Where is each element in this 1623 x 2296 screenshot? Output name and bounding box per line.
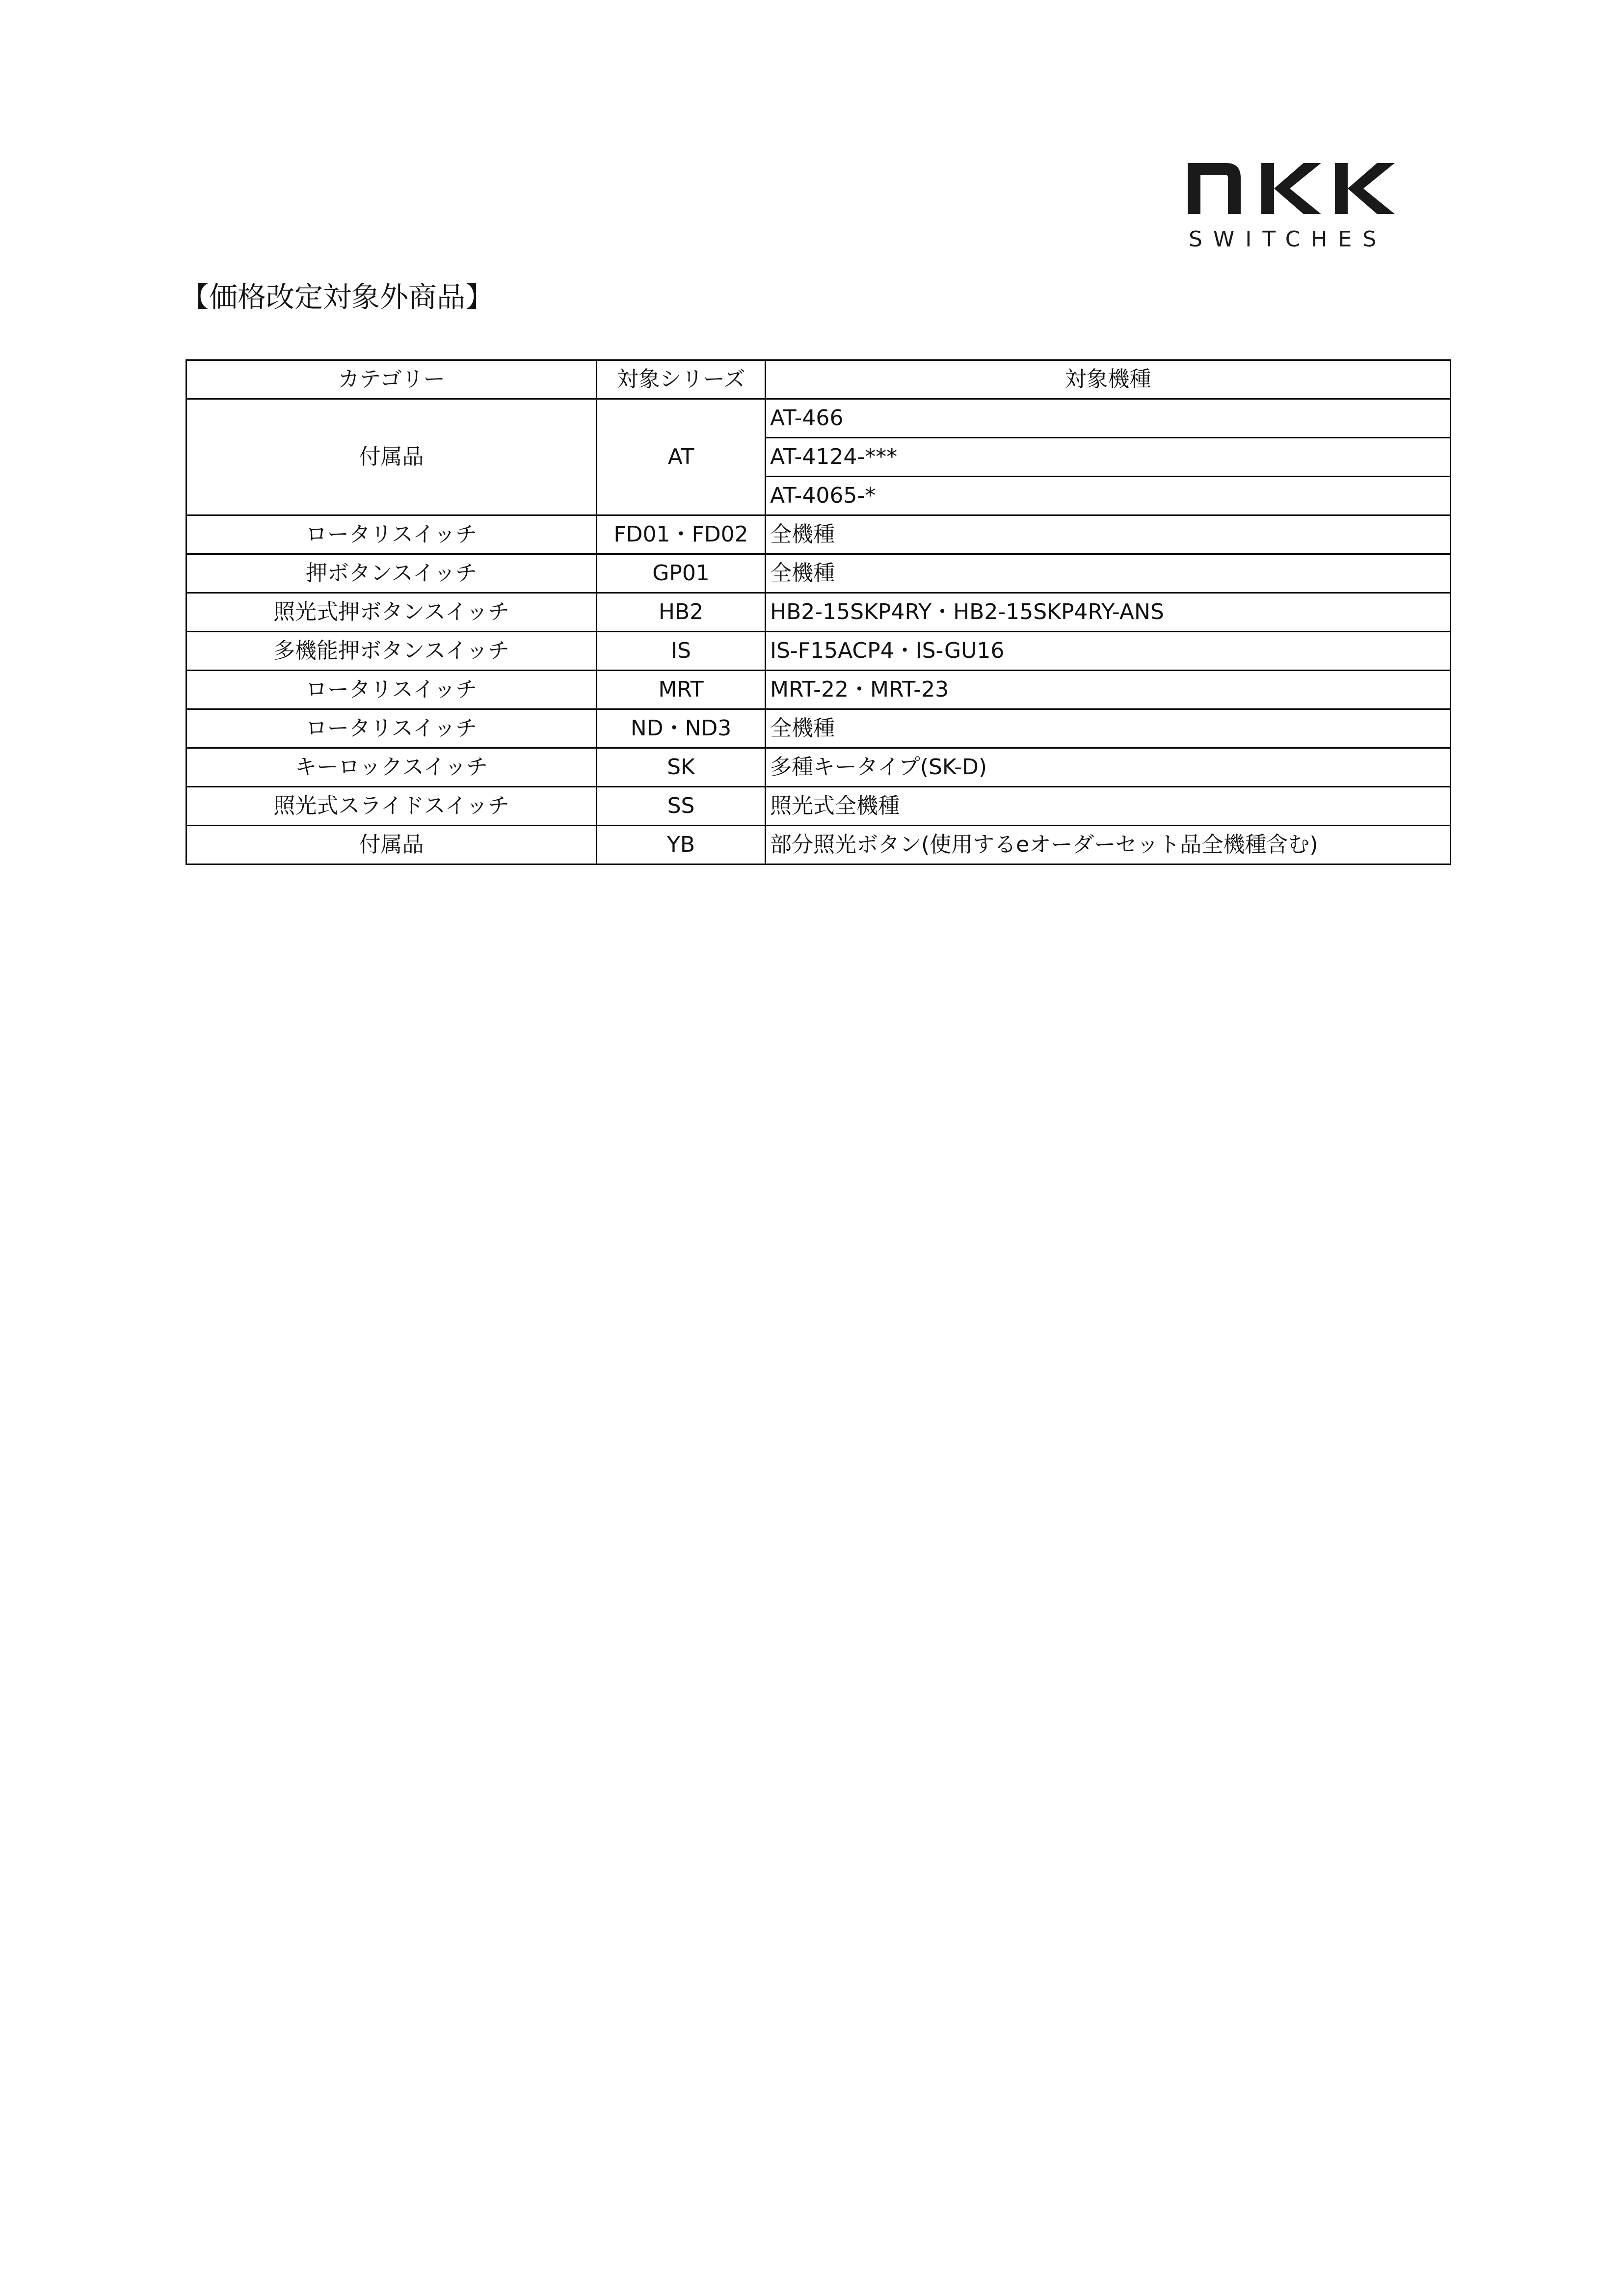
cell-model: 全機種 (766, 709, 1451, 748)
cell-category: ロータリスイッチ (186, 671, 597, 709)
cell-model: HB2-15SKP4RY・HB2-15SKP4RY-ANS (766, 593, 1451, 632)
table-row (186, 399, 1451, 438)
header-models: 対象機種 (766, 360, 1451, 399)
cell-series: ND・ND3 (597, 709, 766, 748)
cell-category: 照光式押ボタンスイッチ (186, 593, 597, 632)
table-row (186, 632, 1451, 671)
cell-category: ロータリスイッチ (186, 515, 597, 554)
table-row (186, 787, 1451, 826)
table-row (186, 554, 1451, 593)
table-header-row (186, 360, 1451, 399)
cell-series: YB (597, 826, 766, 864)
header-series: 対象シリーズ (597, 360, 766, 399)
svg-text:SWITCHES: SWITCHES (1189, 227, 1387, 252)
cell-category: 付属品 (186, 826, 597, 864)
cell-series: FD01・FD02 (597, 515, 766, 554)
header-category: カテゴリー (186, 360, 597, 399)
cell-category: キーロックスイッチ (186, 748, 597, 787)
cell-category: 多機能押ボタンスイッチ (186, 632, 597, 671)
page-title: 【価格改定対象外商品】 (181, 280, 494, 314)
cell-model: AT-466 (766, 399, 1451, 438)
cell-category: 付属品 (186, 399, 597, 515)
cell-series: SS (597, 787, 766, 826)
cell-series: HB2 (597, 593, 766, 632)
table-row (186, 515, 1451, 554)
cell-model: 部分照光ボタン(使用するeオーダーセット品全機種含む) (766, 826, 1451, 864)
cell-model: IS-F15ACP4・IS-GU16 (766, 632, 1451, 671)
cell-series: AT (597, 399, 766, 515)
cell-series: MRT (597, 671, 766, 709)
cell-series: SK (597, 748, 766, 787)
cell-category: ロータリスイッチ (186, 709, 597, 748)
table-row (186, 593, 1451, 632)
cell-model: 全機種 (766, 515, 1451, 554)
table-row (186, 748, 1451, 787)
excluded-products-table (186, 359, 1451, 865)
cell-model: 全機種 (766, 554, 1451, 593)
nkk-switches-logo (1188, 156, 1453, 254)
cell-model: 多種キータイプ(SK-D) (766, 748, 1451, 787)
cell-series: GP01 (597, 554, 766, 593)
cell-model: 照光式全機種 (766, 787, 1451, 826)
table-row (186, 826, 1451, 864)
cell-series: IS (597, 632, 766, 671)
table-row (186, 671, 1451, 709)
cell-model: MRT-22・MRT-23 (766, 671, 1451, 709)
cell-model: AT-4065-* (766, 477, 1451, 515)
cell-category: 照光式スライドスイッチ (186, 787, 597, 826)
cell-category: 押ボタンスイッチ (186, 554, 597, 593)
table-row (186, 709, 1451, 748)
cell-model: AT-4124-*** (766, 438, 1451, 477)
